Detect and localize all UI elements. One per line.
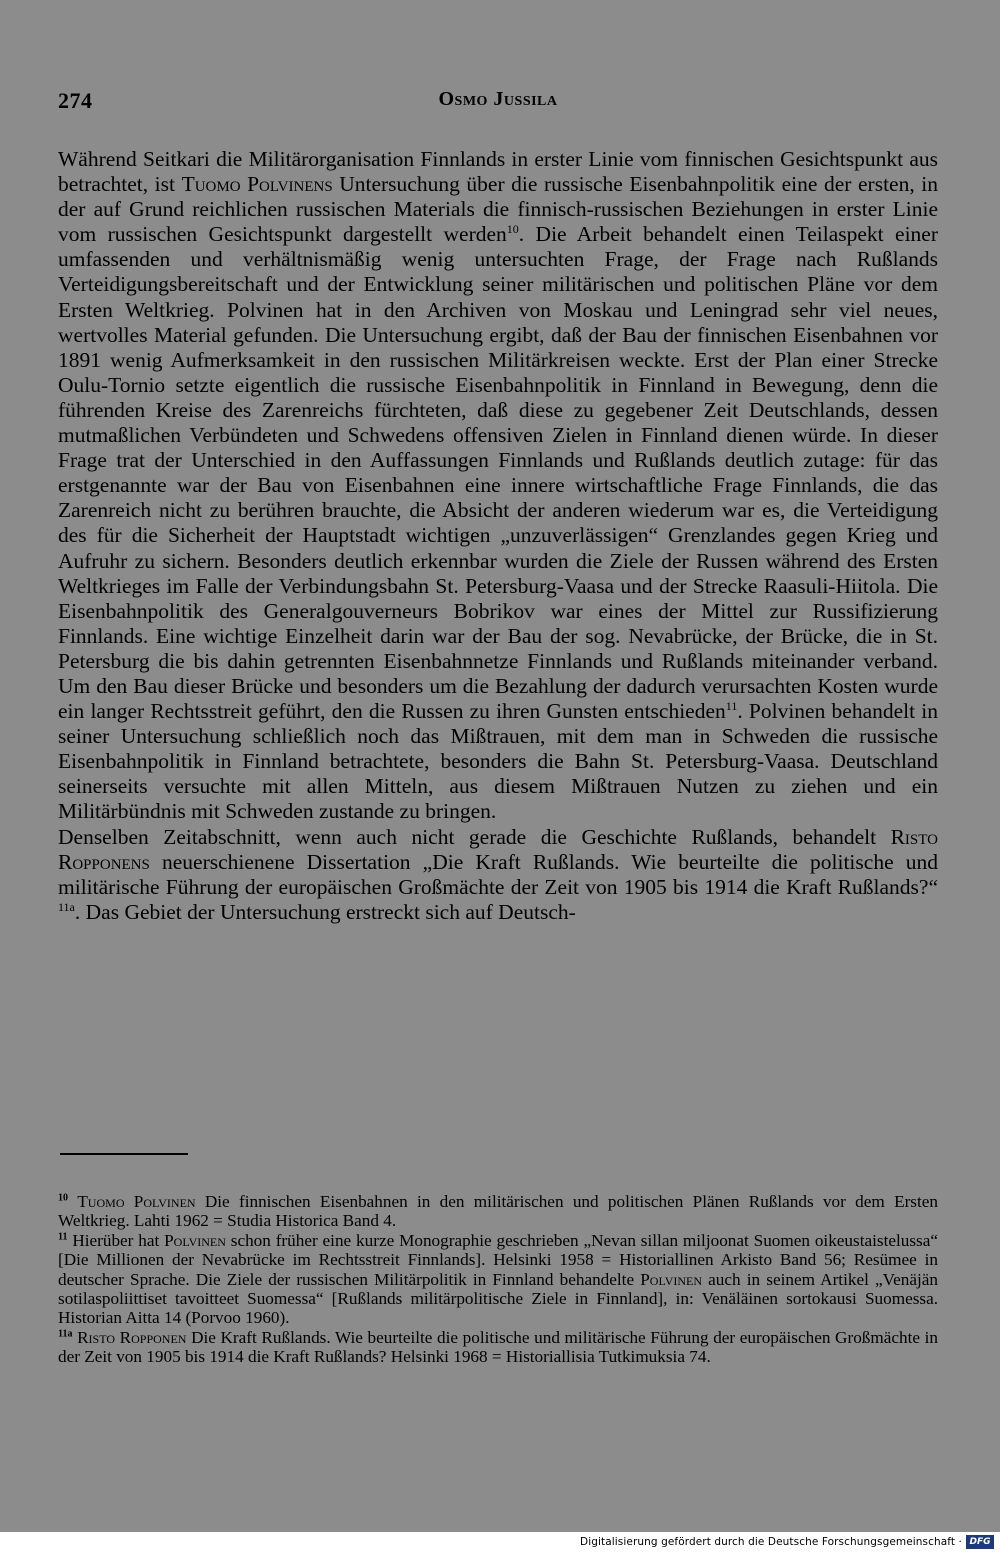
body-text [58,147,938,925]
footnote-11 [58,1231,938,1328]
paragraph-1 [58,147,938,825]
author-name: Polvinen [164,1230,226,1250]
text-run: neuerschienene Dissertation „Die Kraft Rußlands. Wie beurteilte die politische und militärische Führung der europäischen Großmächte der Zeit von 1905 bis 1914 die Kraft Rußlands?“ [58,849,938,899]
footnote-10 [58,1192,938,1231]
paragraph-2 [58,825,938,925]
running-title: Osmo Jussila [438,88,558,110]
author-name: Polvinen [640,1269,703,1289]
text-run: . Das Gebiet der Untersuchung erstreckt sich auf Deutsch- [74,899,576,924]
footnote-separator [60,1153,188,1155]
footnote-marker: 11a [58,1328,73,1340]
digitization-credit-bar [0,1532,1000,1554]
footnote-11a [58,1328,938,1367]
footnote-reference: 10 [506,222,519,237]
footnote-marker: 11 [58,1231,68,1243]
footnote-reference: 11a [58,899,75,914]
author-name: Tuomo Polvinens [181,172,333,197]
footnotes [58,1192,938,1367]
text-run: Während Seitkari die Militärorganisation Finnlands in erster Linie vom finnischen Gesichtspunkt aus betrachtet, ist [58,147,938,197]
footnote-text: Die finnischen Eisenbahnen in den militärischen und politischen Plänen Rußlands vor dem Ersten Weltkrieg. Lahti 1962 = Studia Historica Band 4. [58,1192,938,1231]
footnote-text: auch in seinem Artikel „Venäjän sotilaspoliittiset tavoitteet Suomessa“ [Rußlands militärpolitische Ziele in Finnland], in: Venäläinen sortokausi Suomessa. Historian Aitta 14 (Porvoo 1960). [58,1269,938,1328]
page-header [58,88,938,118]
text-run: . Polvinen behandelt in seiner Untersuchung schließlich noch das Mißtrauen, mit dem man in Schweden die russische Eisenbahnpolitik in Finnland betrachtete, besonders die Bahn St. Petersburg-Vaasa. Deutschland seinerseits versuchte mit allen Mitteln, aus diesem Mißtrauen Nutzen zu ziehen und ein Militärbündnis mit Schweden zustande zu bringen. [58,699,938,824]
text-run: Untersuchung über die russische Eisenbahnpolitik eine der ersten, in der auf Grund reichlichen russischen Materials die finnisch-russischen Beziehungen in erster Linie vom russischen Gesichtspunkt dargestellt werden [58,172,938,247]
page-number: 274 [58,88,93,113]
author-name: Risto Ropponens [58,824,938,874]
credit-text: Digitalisierung gefördert durch die Deutsche Forschungsgemeinschaft · [580,1536,962,1548]
text-run: . Die Arbeit behandelt einen Teilaspekt einer umfassenden und verhältnismäßig wenig untersuchten Frage, der Frage nach Rußlands Verteidigungsbereitschaft und der Entwicklung seiner militärischen und politischen Pläne vor dem Ersten Weltkrieg. Polvinen hat in den Archiven von Moskau und Leningrad sehr viel neues, wertvolles Material gefunden. Die Untersuchung ergibt, daß der Bau der finnischen Eisenbahnen vor 1891 wenig Aufmerksamkeit in den russischen Militärkreisen weckte. Erst der Plan einer Strecke Oulu-Tornio setzte eigentlich die russische Eisenbahnpolitik in Finnland in Bewegung, denn die führenden Kreise des Zarenreichs fürchteten, daß diese zu gegebener Zeit Deutschlands, dessen mutmaßlichen Verbündeten und Schwedens offensiven Zielen in Finnland dienen würde. In dieser Frage trat der Unterschied in den Auffassungen Finnlands und Rußlands deutlich zutage: für das erstgenannte war der Bau von Eisenbahnen eine innere wirtschaftliche Frage Finnlands, die das Zarenreich nicht zu berühren brauchte, die Absicht der anderen wiederum war es, die Verteidigung des für die Sicherheit der Hauptstadt wichtigen „unzuverlässigen“ Grenzlandes gegen Krieg und Aufruhr zu sichern. Besonders deutlich erkennbar wurden die Ziele der Russen während des Ersten Weltkrieges im Falle der Verbindungsbahn St. Petersburg-Vaasa und der Strecke Raasuli-Hiitola. Die Eisenbahnpolitik des Generalgouverneurs Bobrikov war eines der Mittel zur Russifizierung Finnlands. Eine wichtige Einzelheit darin war der Bau der sog. Nevabrücke, der Brücke, die in St. Petersburg die bis dahin getrennten Eisenbahnnetze Finnlands und Rußlands miteinander verband. Um den Bau dieser Brücke und besonders um die Bezahlung der dadurch verursachten Kosten wurde ein langer Rechtsstreit geführt, den die Russen zu ihren Gunsten entschieden [58,222,938,724]
footnote-text: schon früher eine kurze Monographie geschrieben „Nevan sillan miljoonat Suomen oikeustaistelussa“ [Die Millionen der Nevabrücke im Rechtsstreit Finnlands]. Helsinki 1958 = Historiallinen Arkisto Band 56; Resümee in deutscher Sprache. Die Ziele der russischen Militärpolitik in Finnland behandelte [58,1230,938,1289]
footnote-reference: 11 [725,698,738,713]
text-run: Denselben Zeitabschnitt, wenn auch nicht gerade die Geschichte Rußlands, behandelt [58,824,891,849]
author-name: Risto Ropponen [77,1327,187,1347]
footnote-marker: 10 [58,1192,68,1204]
footnote-text: Hierüber hat [67,1230,165,1250]
footnote-text: Die Kraft Rußlands. Wie beurteilte die politische und militärische Führung der europäischen Großmächte in der Zeit von 1905 bis 1914 die Kraft Rußlands? Helsinki 1968 = Historiallisia Tutkimuksia 74. [58,1327,939,1367]
author-name: Tuomo Polvinen [77,1192,196,1211]
dfg-logo[interactable]: DFG [966,1535,994,1549]
